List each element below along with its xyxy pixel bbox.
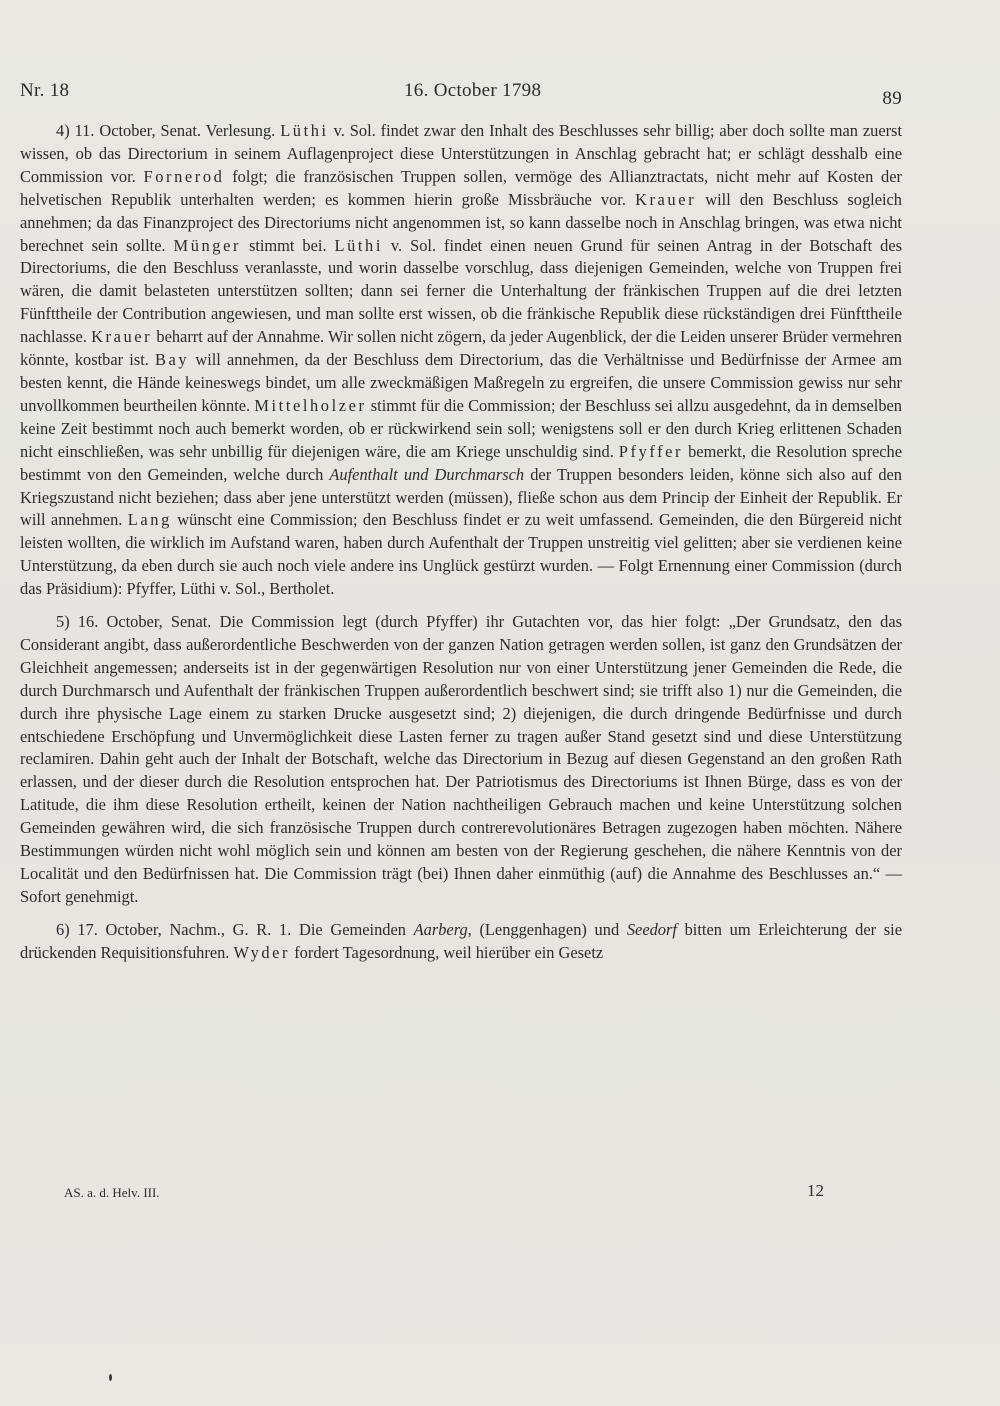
italic-text: Aufenthalt und Durchmarsch: [329, 464, 525, 484]
text-segment: v. Sol. findet zwar den Inhalt des Beschlusses sehr billig; aber doch sollte man zuerst wissen, ob das Directorium in seinem Auflagenproject diese Unterstützungen in Anschlag gebracht hat; er schlägt desshalb eine Commission vor.: [20, 121, 902, 186]
text-segment: stimmt bei.: [241, 235, 335, 255]
speaker-name: Lüthi: [280, 121, 329, 140]
speaker-name: Münger: [173, 235, 242, 255]
speaker-name: Pfyffer: [618, 441, 684, 461]
text-segment: will den Beschluss sogleich annehmen; da das Finanzproject des Directoriums nicht angenommen ist, so kann dasselbe noch in Anschlag bringen, was etwa nicht berechnet sein sollte.: [20, 189, 902, 255]
text-segment: 4) 11. October, Senat. Verlesung.: [56, 121, 281, 140]
document-body: [20, 120, 902, 965]
text-segment: beharrt auf der Annahme. Wir sollen nicht zögern, da jeder Augenblick, der die Leiden unserer Brüder vermehren könnte, kostbar ist.: [20, 327, 902, 370]
italic-text: Seedorf: [626, 919, 677, 939]
paragraph: [20, 919, 902, 965]
speaker-name: Bay: [155, 350, 190, 370]
text-segment: 6) 17. October, Nachm., G. R. 1. Die Gemeinden: [56, 919, 414, 939]
text-segment: bitten um Erleichterung der sie drückenden Requisitionsfuhren.: [20, 919, 903, 962]
text-segment: fordert Tagesordnung, weil hierüber ein Gesetz: [290, 942, 604, 962]
ink-speck: [109, 1374, 112, 1381]
speaker-name: Lang: [127, 510, 172, 530]
document-number: Nr. 18: [20, 80, 70, 101]
text-segment: wünscht eine Commission; den Beschluss findet er zu weit umfassend. Gemeinden, die den Bürgereid nicht leisten wollten, die wirklich im Aufstand waren, haben durch Aufenthalt der Truppen unstreitig viel gelitten; aber sie verdienen keine Unterstützung, da eben durch sie auch noch viele andere ins Unglück gestürzt wurden. — Folgt Ernennung einer Commission (durch das Präsidium): Pfyffer, Lüthi v. Sol., Bertholet.: [20, 510, 902, 599]
speaker-name: Fornerod: [143, 166, 225, 186]
page-number: 89: [882, 88, 902, 109]
text-segment: stimmt für die Commission; der Beschluss sei allzu ausgedehnt, da in demselben keine Zeit bestimmt noch auch bemerkt worden, ob er rückwirkend sein soll; wenigstens soll er den durch Krieg erlittenen Schaden nicht einschließen, was sehr unbillig für diejenigen wäre, die am Kriege unschuldig sind.: [20, 395, 902, 461]
paragraph: [20, 120, 902, 601]
speaker-name: Wyder: [233, 942, 291, 962]
text-segment: folgt; die französischen Truppen sollen, vermöge des Allianztractats, nicht mehr auf Kosten der helvetischen Republik unterhalten werden; es kommen hierin große Missbräuche vor.: [20, 166, 902, 209]
speaker-name: Mittelholzer: [254, 395, 367, 415]
page-header: [20, 80, 902, 109]
speaker-name: Krauer: [635, 189, 697, 209]
text-segment: bemerkt, die Resolution spreche bestimmt von den Gemeinden, welche durch: [20, 441, 902, 484]
page-footer: [64, 1181, 824, 1207]
sheet-number: 12: [807, 1181, 824, 1200]
text-segment: , (Lenggenhagen) und: [467, 919, 627, 939]
text-segment: will annehmen, da der Beschluss dem Directorium, das die Verhältnisse und Bedürfnisse der Armee am besten kennt, die Hände keineswegs bindet, um alle zweckmäßigen Maßregeln zu ergreifen, die unsere Commission gewiss nur sehr unvollkommen beurtheilen könnte.: [20, 350, 902, 415]
paragraph: [20, 611, 902, 909]
text-segment: 5) 16. October, Senat. Die Commission legt (durch Pfyffer) ihr Gutachten vor, das hier folgt: „Der Grundsatz, den das Considerant angibt, dass außerordentliche Beschwerden von der ganzen Nation getragen werden sollen, ist ganz den Grundsätzen der Gleichheit angemessen; anderseits ist in der gegenwärtigen Resolution nur von einer Unterstützung jener Gemeinden die Rede, die durch Durchmarsch und Aufenthalt der fränkischen Truppen außerordentlich beschwert sind; sie trifft also 1) nur die Gemeinden, die durch ihre physische Lage einem zu starken Drucke ausgesetzt sind; 2) diejenigen, die durch dringende Bedürfnisse und durch entschiedene Erschöpfung und Unvermöglichkeit diese Lasten ferner zu tragen außer Stand gesetzt sind und diese Unterstützung reclamiren. Dahin geht auch der Inhalt der Botschaft, welche das Directorium in Bezug auf diesen Gegenstand an den großen Rath erlassen, und der dieser durch die Resolution entsprochen hat. Der Patriotismus des Directoriums ist Ihnen Bürge, dass es von der Latitude, die ihm diese Resolution ertheilt, keinen der Nation nachtheiligen Gebrauch machen und keine Unterstützung solchen Gemeinden gewähren wird, die sich französische Truppen durch contrerevolutionäres Betragen zugezogen haben möchten. Nähere Bestimmungen würden nicht wohl möglich sein und können am besten von der Regierung geschehen, die nähere Kenntnis von der Localität und den Bedürfnissen hat. Die Commission trägt (bei) Ihnen daher einmüthig (auf) die Annahme des Beschlusses an.“ — Sofort genehmigt.: [20, 612, 902, 906]
signature-mark: AS. a. d. Helv. III.: [64, 1185, 160, 1200]
speaker-name: Lüthi: [334, 235, 383, 255]
header-date: 16. October 1798: [404, 80, 542, 101]
italic-text: Aarberg: [413, 919, 468, 939]
text-segment: v. Sol. findet einen neuen Grund für seinen Antrag in der Botschaft des Directoriums, die den Beschluss veranlasste, und worin dasselbe vorschlug, dass diejenigen Gemeinden, welche von Truppen frei wären, die damit belasteten unterstützen sollten; dann sei ferner die Unterhaltung der fränkischen Truppen auf die drei letzten Fünfttheile der Contribution angewiesen, und man sollte erst wissen, ob die fränkische Republik diese rückständigen drei Fünfttheile nachlasse.: [20, 235, 902, 347]
speaker-name: Krauer: [91, 327, 153, 347]
text-segment: der Truppen besonders leiden, könne sich also auf den Kriegszustand nicht beziehen; dass aber jene unterstützt werden (müssen), fließe schon aus dem Princip der Einheit der Republik. Er will annehmen.: [20, 464, 902, 530]
